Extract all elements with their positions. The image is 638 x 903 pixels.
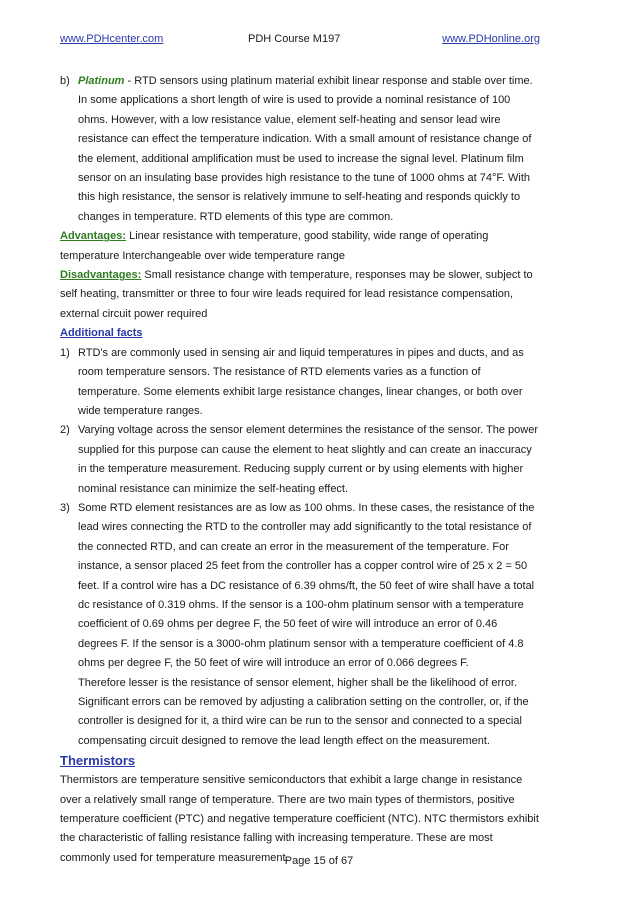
disadvantages-label: Disadvantages: [60,269,142,282]
item-marker: 1) [60,346,70,359]
list-item [60,499,540,751]
advantages-text: Linear resistance with temperature, good stability, wide range of operating temperature Interchangeable over wide temperature range [60,230,489,262]
list-item [60,421,540,499]
platinum-item [60,72,540,227]
pdhcenter-link[interactable]: www.PDHcenter.com [60,33,164,45]
list-item [60,344,540,422]
course-title: PDH Course M197 [248,33,341,45]
platinum-text: - RTD sensors using platinum material exhibit linear response and stable over time. In some applications a short length of wire is used to provide a nominal resistance of 100 ohms. However, with a low resistance value, element self-heating and sensor lead wire resistance can effect the temperature indication. With a small amount of resistance change of the element, additional amplification must be used to increase the signal level. Platinum film sensor on an insulating base provides high resistance to the tune of 1000 ohms at 74°F. With this high resistance, the sensor is relatively immune to self-heating and responds quickly to changes in temperature. RTD elements of this type are common. [78,75,533,223]
item-marker: 2) [60,424,70,437]
pdhonline-link[interactable]: www.PDHonline.org [442,33,540,45]
page-header [60,33,540,49]
list-item-text: Some RTD element resistances are as low as 100 ohms. In these cases, the resistance of the lead wires connecting the RTD to the controller may add significantly to the total resistance of the connected RTD, and can create an error in the measurement of the temperature. For instance, a sensor placed 25 feet from the controller has a copper control wire of 25 x 2 = 50 feet. If a control wire has a DC resistance of 6.39 ohms/ft, the 50 feet of wire shall have a total dc resistance of 0.319 ohms. If the sensor is a 100-ohm platinum sensor with a temperature coefficient of 0.69 ohms per degree F, the 50 feet of wire will introduce an error of 0.46 degrees F. If the sensor is a 3000-ohm platinum sensor with a temperature coefficient of 4.8 ohms per degree F, the 50 feet of wire will introduce an error of 0.066 degrees F. [78,501,535,670]
advantages-paragraph [60,227,540,266]
page-body [60,72,540,868]
thermistors-heading: Thermistors [60,753,136,769]
disadvantages-paragraph [60,266,540,324]
list-item-remedy: Significant errors can be removed by adjusting a calibration setting on the controller, or, if the controller is designed for it, a third wire can be run to the sensor and connected to a special compensating circuit designed to remove the lead length effect on the measurement. [78,696,529,747]
platinum-title: Platinum [78,75,125,87]
disadvantages-text: Small resistance change with temperature, responses may be slower, subject to self heating, transmitter or three to four wire leads required for lead resistance compensation, external circuit power required [60,269,533,320]
item-marker: 3) [60,501,70,514]
additional-facts-heading [60,324,540,343]
advantages-label: Advantages: [60,230,127,243]
item-marker: b) [60,75,70,87]
list-item-text: Varying voltage across the sensor element determines the resistance of the sensor. The power supplied for this purpose can cause the element to heat slightly and can create an inaccuracy in the temperature measurement. Reducing supply current or by using elements with higher nominal resistance can minimize the self-heating effect. [78,424,539,495]
list-item-text: RTD's are commonly used in sensing air and liquid temperatures in pipes and ducts, and as room temperature sensors. The resistance of RTD elements varies as a function of temperature. Some elements exhibit large resistance changes, linear changes, or both over wide temperature ranges. [78,346,524,417]
list-item-conclusion: Therefore lesser is the resistance of sensor element, higher shall be the likelihood of error. [78,676,518,689]
thermistors-paragraph: Thermistors are temperature sensitive semiconductors that exhibit a large change in resistance over a relatively small range of temperature. There are two main types of thermistors, positive temperature coefficient (PTC) and negative temperature coefficient (NTC). NTC thermistors exhibit the characteristic of falling resistance falling with increasing temperature. These are most commonly used for temperature measurement. [60,774,539,864]
page-number: Page 15 of 67 [284,855,354,867]
additional-facts-label: Additional facts [60,327,143,340]
